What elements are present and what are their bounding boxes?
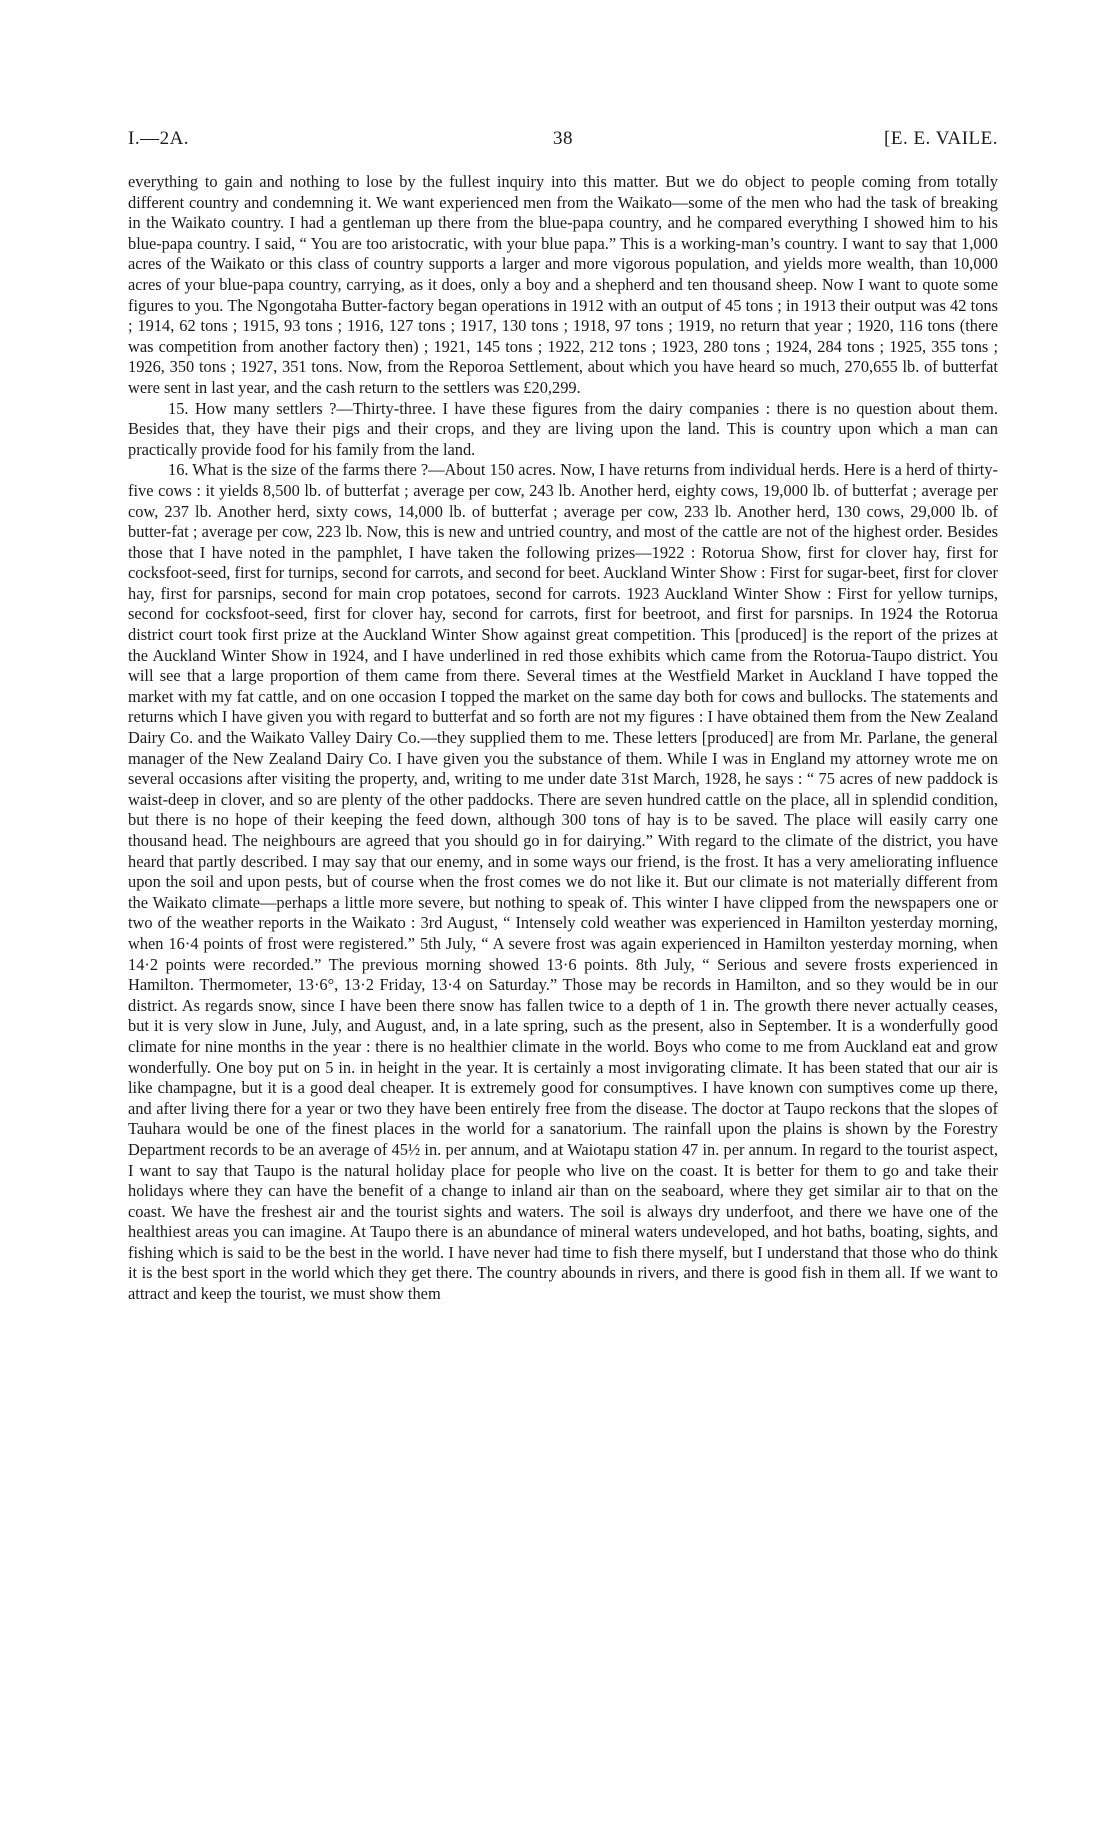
document-page [128,128,998,1305]
witness-name: [E. E. VAILE. [884,128,998,149]
running-header [128,128,998,162]
paper-reference: I.—2A. [128,128,190,149]
page-number: 38 [553,128,573,149]
paragraph-continued: everything to gain and nothing to lose by the fullest inquiry into this matter. But we do object to people coming from totally different country and condemning it. We want experienced men from the Waikato—some of the men who had the task of breaking in the Waikato country. I had a gentleman up there from the blue-papa country, and he compared everything I showed him to his blue-papa country. I said, “ You are too aristocratic, with your blue papa.” This is a working-man’s country. I want to say that 1,000 acres of the Waikato or this class of country supports a larger and more vigorous population, and yields more wealth, than 10,000 acres of your blue-papa country, carrying, as it does, only a boy and a shepherd and ten thousand sheep. Now I want to quote some figures to you. The Ngongotaha Butter-factory began operations in 1912 with an output of 45 tons ; in 1913 their output was 42 tons ; 1914, 62 tons ; 1915, 93 tons ; 1916, 127 tons ; 1917, 130 tons ; 1918, 97 tons ; 1919, no return that year ; 1920, 116 tons (there was competition from another factory then) ; 1921, 145 tons ; 1922, 212 tons ; 1923, 280 tons ; 1924, 284 tons ; 1925, 355 tons ; 1926, 350 tons ; 1927, 351 tons. Now, from the Reporoa Settlement, about which you have heard so much, 270,655 lb. of butterfat were sent in last year, and the cash return to the settlers was £20,299. [128,172,998,397]
paragraph-question-16: 16. What is the size of the farms there ?—About 150 acres. Now, I have returns from individual herds. Here is a herd of thirty-five cows : it yields 8,500 lb. of butterfat ; average per cow, 243 lb. Another herd, eighty cows, 19,000 lb. of butterfat ; average per cow, 237 lb. Another herd, sixty cows, 14,000 lb. of butterfat ; average per cow, 233 lb. Another herd, 130 cows, 29,000 lb. of butter-fat ; average per cow, 223 lb. Now, this is new and untried country, and most of the cattle are not of the highest order. Besides those that I have noted in the pamphlet, I have taken the following prizes—1922 : Rotorua Show, first for clover hay, first for cocksfoot-seed, first for turnips, second for carrots, and second for beet. Auckland Winter Show : First for sugar-beet, first for clover hay, first for parsnips, second for main crop potatoes, second for carrots. 1923 Auckland Winter Show : First for yellow turnips, second for cocksfoot-seed, first for clover hay, second for carrots, first for beetroot, and first for parsnips. In 1924 the Rotorua district court took first prize at the Auckland Winter Show against great competition. This [produced] is the report of the prizes at the Auckland Winter Show in 1924, and I have underlined in red those exhibits which came from the Rotorua-Taupo district. You will see that a large proportion of them came from there. Several times at the Westfield Market in Auckland I have topped the market with my fat cattle, and on one occasion I topped the market on the same day both for cows and bullocks. The statements and returns which I have given you with regard to butterfat and so forth are not my figures : I have obtained them from the New Zealand Dairy Co. and the Waikato Valley Dairy Co.—they supplied them to me. These letters [produced] are from Mr. Parlane, the general manager of the New Zealand Dairy Co. I have given you the substance of them. While I was in England my attorney wrote me on several occasions after visiting the property, and, writing to me under date 31st March, 1928, he says : “ 75 acres of new paddock is waist-deep in clover, and so are plenty of the other paddocks. There are seven hundred cattle on the place, all in splendid condition, but there is no hope of their keeping the feed down, although 300 tons of hay is to be saved. The place will easily carry one thousand head. The neighbours are agreed that you should go in for dairying.” With regard to the climate of the district, you have heard that partly described. I may say that our enemy, and in some ways our friend, is the frost. It has a very ameliorating influence upon the soil and upon pests, but of course when the frost comes we do not like it. But our climate is not materially different from the Waikato climate—perhaps a little more severe, but nothing to speak of. This winter I have clipped from the newspapers one or two of the weather reports in the Waikato : 3rd August, “ Intensely cold weather was experienced in Hamilton yesterday morning, when 16·4 points of frost were registered.” 5th July, “ A severe frost was again experienced in Hamilton yesterday morning, when 14·2 points were recorded.” The previous morning showed 13·6 points. 8th July, “ Serious and severe frosts experienced in Hamilton. Thermometer, 13·6°, 13·2 Friday, 13·4 on Saturday.” Those may be records in Hamilton, and so they would be in our district. As regards snow, since I have been there snow has fallen twice to a depth of 1 in. The growth there never actually ceases, but it is very slow in June, July, and August, and, in a late spring, such as the present, also in September. It is a wonderfully good climate for nine months in the year : there is no healthier climate in the world. Boys who come to me from Auckland eat and grow wonderfully. One boy put on 5 in. in height in the year. It is certainly a most invigorating climate. It has been stated that our air is like champagne, but it is a good deal cheaper. It is extremely good for consumptives. I have known con sumptives come up there, and after living there for a year or two they have been entirely free from the disease. The doctor at Taupo reckons that the slopes of Tauhara would be one of the finest places in the world for a sanatorium. The rainfall upon the plains is shown by the Forestry Department records to be an average of 45½ in. per annum, and at Waiotapu station 47 in. per annum. In regard to the tourist aspect, I want to say that Taupo is the natural holiday place for people who live on the coast. It is better for them to go and take their holidays where they can have the benefit of a change to inland air than on the seaboard, where they get similar air to that on the coast. We have the freshest air and the tourist sights and waters. The soil is always dry underfoot, and there we have one of the healthiest areas you can imagine. At Taupo there is an abundance of mineral waters undeveloped, and hot baths, boating, sights, and fishing which is said to be the best in the world. I have never had time to fish there myself, but I understand that those who do think it is the best sport in the world which they get there. The country abounds in rivers, and there is good fish in them all. If we want to attract and keep the tourist, we must show them [128,460,998,1304]
paragraph-question-15: 15. How many settlers ?—Thirty-three. I have these figures from the dairy companies : there is no question about them. Besides that, they have their pigs and their crops, and they are living upon the land. This is country upon which a man can practically provide food for his family from the land. [128,398,998,459]
body-text [128,172,998,1305]
